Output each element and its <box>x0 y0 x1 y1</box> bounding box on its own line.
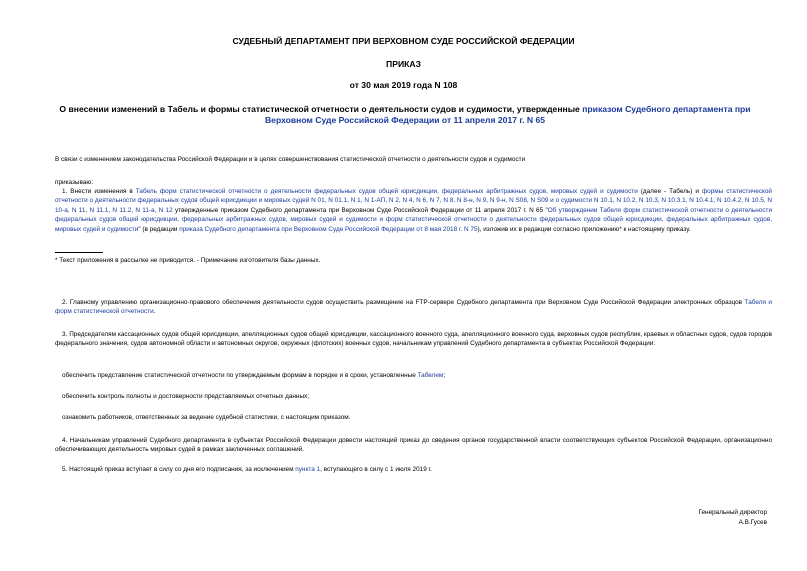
subitem-reporting-text-b: ; <box>443 372 446 379</box>
item-4: 4. Начальникам управлений Судебного департамента в субъектах Российской Федерации довести настоящий приказ до сведения органов государственной власти соответствующих субъектов Российской Федерации, организационно обеспечивающих деятельность мировых судей в рамках заключенных соглашений. <box>55 437 772 454</box>
item-1-text-d: " (в редакции <box>138 225 180 233</box>
item-5-text-b: , вступающего в силу с 1 июля 2019 г. <box>320 466 432 473</box>
point-1-link[interactable]: пункта 1 <box>295 466 321 473</box>
item-5 <box>62 465 772 474</box>
tabel-forms-link[interactable]: Табеля и форм статистической отчетности <box>55 299 773 316</box>
tabel-link[interactable]: Табель форм статистической отчетности о деятельности федеральных судов общей юрисдикции, федеральных арбитражных судов, мировых судей и судимости <box>135 188 638 195</box>
order-65-link[interactable]: Об утверждении Табеля форм статистической отчетности о деятельности федеральных судов общей юрисдикции, федеральных арбитражных судов, мировых судей и судимости и форм статистической отчетности о деятельности федеральных судов общей юрисдикции, федеральных арбитражных судов, мировых судей и судимости <box>55 206 773 233</box>
subitem-control: обеспечить контроль полноты и достоверности представляемых отчетных данных; <box>62 393 310 400</box>
subitem-reporting-text-a: обеспечить представление статистической отчетности по утверждаемым формам в порядке и в сроки, установленные <box>62 372 418 379</box>
item-2 <box>55 298 772 317</box>
item-2-text-a: 2. Главному управлению организационно-правового обеспечения деятельности судов осуществить размещение на FTP-сервере Судебного департамента при Верховном Суде Российской Федерации электронных образцов <box>62 299 745 306</box>
title-order-link[interactable]: приказом Судебного департамента при Верховном Суде Российской Федерации от 11 апреля 2017 г. N 65 <box>264 104 751 125</box>
signature-block <box>698 508 767 527</box>
signature-name: А.В.Гусев <box>738 518 767 526</box>
item-3: 3. Председателям кассационных судов общей юрисдикции, апелляционных судов общей юрисдикции, кассационного военного суда, апелляционного военного суда, верховных судов республик, краевых и областных судов, судов городов федерального значения, судов автономной области и автономных округов, окружных (флотских) военных судов, начальникам управлений Судебного департамента в субъектах Российской Федерации: <box>55 331 772 348</box>
orders-word: приказываю: <box>55 179 93 186</box>
document-date-number: от 30 мая 2019 года N 108 <box>349 80 458 90</box>
order-75-link[interactable]: приказа Судебного департамента при Верховном Суде Российской Федерации от 8 мая 2018 г. N 75 <box>179 225 478 233</box>
title-text: О внесении изменений в Табель и формы статистической отчетности о деятельности судов и судимости, утвержденные <box>59 104 583 114</box>
item-1 <box>55 187 772 234</box>
item-1-text-b: (далее - Табель) и <box>637 188 702 195</box>
item-1-text-a: 1. Внести изменения в <box>62 188 136 195</box>
document-title <box>40 104 770 126</box>
item-1-text-c: утвержденные приказом Судебного департамента при Верховном Суде Российской Федерации от 11 апреля 2017 г. N 65 " <box>172 206 548 214</box>
preamble: В связи с изменением законодательства Российской Федерации и в целях совершенствования статистической отчетности о деятельности судов и судимости <box>55 156 526 163</box>
item-1-text-e: ), изложив их в редакции согласно приложению* к настоящему приказу. <box>477 225 691 233</box>
item-2-text-b: . <box>153 308 156 316</box>
subitem-reporting <box>62 371 772 380</box>
signature-position: Генеральный директор <box>698 509 767 516</box>
tabel-short-link[interactable]: Табелем <box>417 372 444 379</box>
footnote-divider <box>55 252 103 253</box>
footnote: * Текст приложения в рассылке не приводится. - Примечание изготовителя базы данных. <box>55 257 321 264</box>
forms-link[interactable]: формы статистической отчетности о деятельности федеральных судов общей юрисдикции и мировых судей N 01, N 01.1, N 1, N 1-АП, N 2, N 4, N 6, N 7, N 8, N 8-н, N 9, N 9-н, N S08, N S09 и о судимости N 10.1, N 10.2, N 10.3, N 10.3.1, N 10.4.1, N 10.4.2, N 10.5, N 10-а, N 11, N 11.1, N 11.2, N 11-а, N 12 <box>55 188 772 214</box>
organization-header: СУДЕБНЫЙ ДЕПАРТАМЕНТ ПРИ ВЕРХОВНОМ СУДЕ РОССИЙСКОЙ ФЕДЕРАЦИИ <box>232 36 575 46</box>
item-5-text-a: 5. Настоящий приказ вступает в силу со дня его подписания, за исключением <box>62 466 296 473</box>
document-type: ПРИКАЗ <box>386 59 421 69</box>
subitem-familiarize: ознакомить работников, ответственных за ведение судебной статистики, с настоящим приказом. <box>62 414 351 421</box>
